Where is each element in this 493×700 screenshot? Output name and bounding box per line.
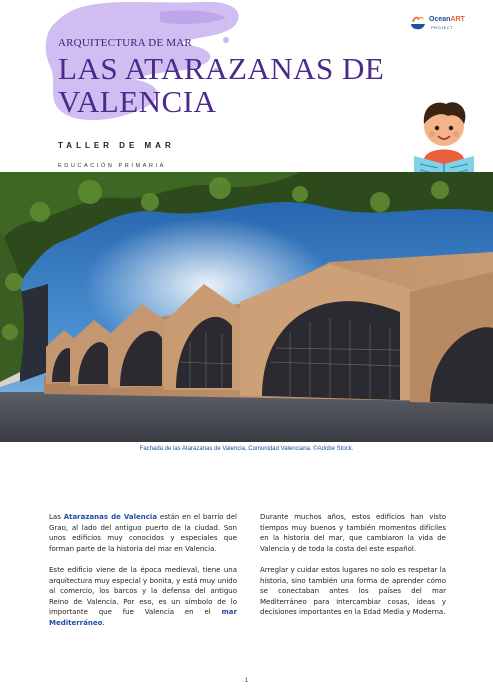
body-column-right [260,512,446,629]
highlight-mediterraneo: mar Mediterráneo [49,608,237,627]
logo-subtitle: PROJECT [431,25,454,30]
paragraph: Arreglar y cuidar estos lugares no solo es respetar la historia, sino también una forma de aprender cómo se conectaban antes los países del mar Mediterráneo para intercambiar cosas, ideas y decisiones importantes en la Edad Media y Moderna. [260,565,446,617]
whale-icon [409,14,427,34]
workshop-subtitle: TALLER DE MAR [58,141,175,150]
page-number: 1 [244,678,249,684]
education-level: EDUCACIÓN PRIMARIA [58,163,166,169]
page-title [58,52,398,118]
paragraph: Durante muchos años, estos edificios han visto tiempos muy buenos y también momentos difíciles en la historia del mar, que cambiaron la vida de Valencia y de toda la costa del este español. [260,513,446,553]
paragraph: Las Atarazanas de Valencia están en el barrio del Grao, al lado del antiguo puerto de la ciudad. Son unos edificios muy conocidos y especiales que forman parte de la historia del mar en Valencia. [49,513,237,553]
title-line-1: LAS ATARAZANAS DE [58,51,385,86]
body-column-left [49,512,237,639]
title-line-2: VALENCIA [58,84,217,119]
photo-caption: Fachada de las Atarazanas de Valencia, Comunidad Valenciana. ©Adobe Stock. [139,446,354,452]
atarazanas-photo [0,172,493,442]
section-kicker: ARQUITECTURA DE MAR [58,37,192,49]
ocean-art-logo [409,14,473,36]
logo-name: OceanART [429,16,465,23]
paragraph: Este edificio viene de la época medieval, tiene una arquitectura muy especial y bonita, y está muy unido al comercio, los barcos y la defensa del antiguo Reino de Valencia. Por eso, es un símbolo de lo importante que fue Valencia en el mar Mediterráneo. [49,565,237,627]
highlight-atarazanas: Atarazanas de Valencia [63,513,158,521]
